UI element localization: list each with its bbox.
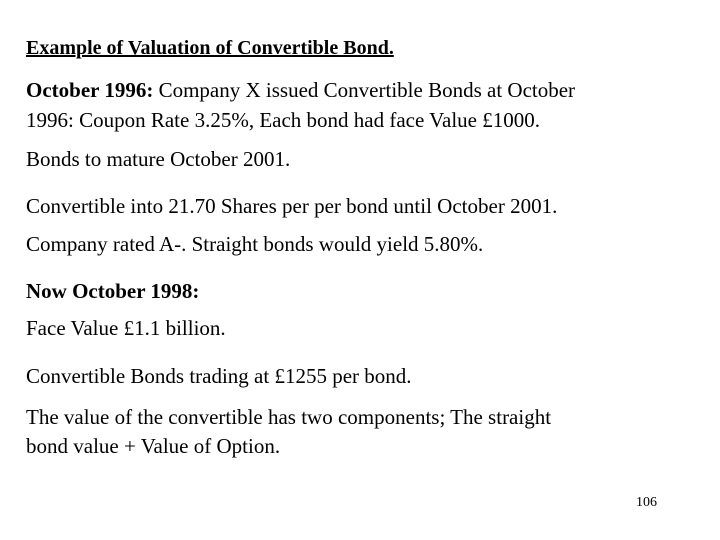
rating-text: Company rated A-. Straight bonds would yield 5.80%. (26, 232, 484, 256)
page-number: 106 (636, 495, 657, 510)
issue-line-2: 1996: Coupon Rate 3.25%, Each bond had face Value £1000. (26, 108, 540, 132)
conversion-text: Convertible into 21.70 Shares per per bond until October 2001. (26, 194, 558, 218)
now-heading: Now October 1998: (26, 279, 200, 303)
face-value-text: Face Value £1.1 billion. (26, 316, 226, 340)
issue-date-label: October 1996: (26, 78, 154, 102)
issue-text-1: Company X issued Convertible Bonds at October (153, 78, 576, 102)
trading-text: Convertible Bonds trading at £1255 per bond. (26, 364, 412, 388)
components-line-1: The value of the convertible has two components; The straight (26, 405, 552, 429)
issue-line-1 (26, 75, 706, 105)
maturity-text: Bonds to mature October 2001. (26, 147, 291, 171)
slide-title: Example of Valuation of Convertible Bond. (26, 37, 394, 59)
components-line-2: bond value + Value of Option. (26, 434, 281, 458)
